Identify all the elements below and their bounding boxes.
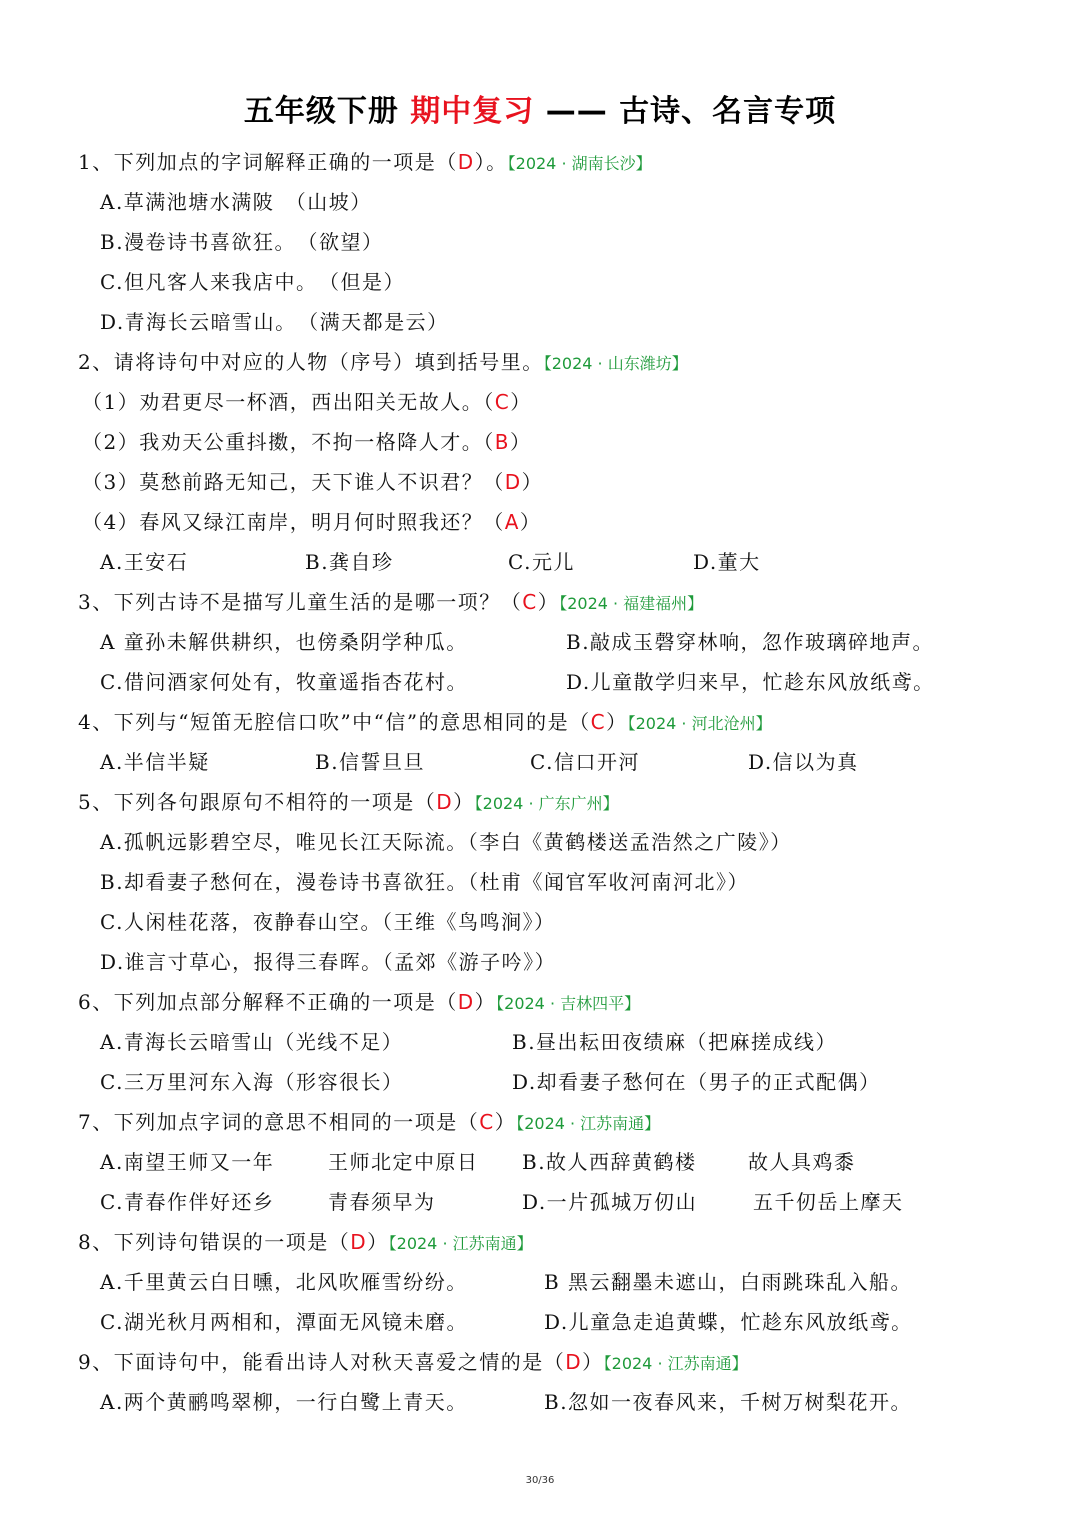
q8-option-b: B 黑云翻墨未遮山，白雨跳珠乱入船。 bbox=[544, 1270, 913, 1294]
question-1-stem: 1、下列加点的字词解释正确的一项是（D）。【2024 · 湖南长沙】 bbox=[78, 150, 652, 174]
q1-option-a: A.草满池塘水满陂 （山坡） bbox=[100, 190, 372, 214]
q2-item-4: （4）春风又绿江南岸，明月何时照我还？（A） bbox=[82, 510, 542, 534]
title-topic: —— 古诗、名言专项 bbox=[534, 94, 837, 129]
q4-option-d: D.信以为真 bbox=[748, 750, 859, 774]
q8-option-c: C.湖光秋月两相和，潭面无风镜未磨。 bbox=[100, 1310, 468, 1334]
q2-option-a: A.王安石 bbox=[100, 550, 189, 574]
q5-option-d: D.谁言寸草心，报得三春晖。（孟郊《游子吟》） bbox=[100, 950, 557, 974]
answer-9: D bbox=[565, 1350, 583, 1374]
question-2-stem: 2、请将诗句中对应的人物（序号）填到括号里。【2024 · 山东潍坊】 bbox=[78, 350, 688, 374]
q2-option-b: B.龚自珍 bbox=[305, 550, 394, 574]
q7-option-b: B.故人西辞黄鹤楼 bbox=[522, 1150, 697, 1174]
q8-option-d: D.儿童急走追黄蝶，忙趁东风放纸鸢。 bbox=[544, 1310, 913, 1334]
q5-option-a: A.孤帆远影碧空尽，唯见长江天际流。（李白《黄鹤楼送孟浩然之广陵》） bbox=[100, 830, 792, 854]
q5-option-b: B.却看妻子愁何在，漫卷诗书喜欲狂。（杜甫《闻官军收河南河北》） bbox=[100, 870, 750, 894]
answer-7: C bbox=[479, 1110, 495, 1134]
q3-option-a: A 童孙未解供耕织，也傍桑阴学种瓜。 bbox=[100, 630, 468, 654]
q2-item-2: （2）我劝天公重抖擞，不拘一格降人才。（B） bbox=[82, 430, 532, 454]
answer-1: D bbox=[457, 150, 475, 174]
q8-option-a: A.千里黄云白日曛，北风吹雁雪纷纷。 bbox=[100, 1270, 468, 1294]
question-6-stem: 6、下列加点部分解释不正确的一项是（D）【2024 · 吉林四平】 bbox=[78, 990, 641, 1014]
answer-8: D bbox=[350, 1230, 368, 1254]
q4-option-c: C.信口开河 bbox=[530, 750, 640, 774]
question-8-stem: 8、下列诗句错误的一项是（D）【2024 · 江苏南通】 bbox=[78, 1230, 533, 1254]
q7-option-d: D.一片孤城万仞山 bbox=[522, 1190, 698, 1214]
question-4-stem: 4、下列与“短笛无腔信口吹”中“信”的意思相同的是（C）【2024 · 河北沧州】 bbox=[78, 710, 772, 734]
answer-6: D bbox=[457, 990, 475, 1014]
q4-option-b: B.信誓旦旦 bbox=[315, 750, 426, 774]
page-title bbox=[0, 86, 1080, 130]
question-5-stem: 5、下列各句跟原句不相符的一项是（D）【2024 · 广东广州】 bbox=[78, 790, 619, 814]
q3-option-d: D.儿童散学归来早，忙趁东风放纸鸢。 bbox=[566, 670, 935, 694]
answer-4: C bbox=[590, 710, 607, 734]
q7-option-a-compare: 王师北定中原日 bbox=[328, 1150, 479, 1174]
q6-option-c: C.三万里河东入海（形容很长） bbox=[100, 1070, 404, 1094]
q2-option-c: C.元儿 bbox=[508, 550, 575, 574]
source-tag-9: 【2024 · 江苏南通】 bbox=[603, 1354, 748, 1373]
q7-option-c-compare: 青春须早为 bbox=[328, 1190, 436, 1214]
q3-option-b: B.敲成玉磬穿林响，忽作玻璃碎地声。 bbox=[566, 630, 935, 654]
q9-option-a: A.两个黄鹂鸣翠柳，一行白鹭上青天。 bbox=[100, 1390, 468, 1414]
q1-option-b: B.漫卷诗书喜欲狂。 （欲望） bbox=[100, 230, 384, 254]
page-number: 30/36 bbox=[525, 1475, 555, 1486]
q5-option-c: C.人闲桂花落，夜静春山空。（王维《鸟鸣涧》） bbox=[100, 910, 556, 934]
q7-option-d-compare: 五千仞岳上摩天 bbox=[753, 1190, 904, 1214]
q7-option-c: C.青春作伴好还乡 bbox=[100, 1190, 275, 1214]
q6-option-a: A.青海长云暗雪山（光线不足） bbox=[100, 1030, 404, 1054]
source-tag-8: 【2024 · 江苏南通】 bbox=[388, 1234, 533, 1253]
q3-option-c: C.借问酒家何处有，牧童遥指杏花村。 bbox=[100, 670, 468, 694]
q1-option-d: D.青海长云暗雪山。 （满天都是云） bbox=[100, 310, 449, 334]
source-tag-6: 【2024 · 吉林四平】 bbox=[496, 994, 641, 1013]
title-highlight: 期中复习 bbox=[410, 94, 535, 129]
source-tag-5: 【2024 · 广东广州】 bbox=[474, 794, 619, 813]
q6-option-b: B.昼出耘田夜绩麻（把麻搓成线） bbox=[512, 1030, 838, 1054]
q9-option-b: B.忽如一夜春风来，千树万树梨花开。 bbox=[544, 1390, 913, 1414]
q2-item-1: （1）劝君更尽一杯酒，西出阳关无故人。（C） bbox=[82, 390, 532, 414]
question-3-stem: 3、下列古诗不是描写儿童生活的是哪一项？（C）【2024 · 福建福州】 bbox=[78, 590, 704, 614]
source-tag-7: 【2024 · 江苏南通】 bbox=[516, 1114, 661, 1133]
source-tag-1: 【2024 · 湖南长沙】 bbox=[507, 154, 652, 173]
source-tag-2: 【2024 · 山东潍坊】 bbox=[543, 354, 688, 373]
title-grade: 五年级下册 bbox=[243, 94, 411, 129]
source-tag-4: 【2024 · 河北沧州】 bbox=[627, 714, 772, 733]
question-9-stem: 9、下面诗句中，能看出诗人对秋天喜爱之情的是（D）【2024 · 江苏南通】 bbox=[78, 1350, 748, 1374]
q7-option-b-compare: 故人具鸡黍 bbox=[748, 1150, 856, 1174]
source-tag-3: 【2024 · 福建福州】 bbox=[559, 594, 704, 613]
answer-3: C bbox=[522, 590, 538, 614]
q4-option-a: A.半信半疑 bbox=[100, 750, 210, 774]
q2-option-d: D.董大 bbox=[693, 550, 761, 574]
question-7-stem: 7、下列加点字词的意思不相同的一项是（C）【2024 · 江苏南通】 bbox=[78, 1110, 661, 1134]
q1-option-c: C.但凡客人来我店中。 （但是） bbox=[100, 270, 405, 294]
q6-option-d: D.却看妻子愁何在（男子的正式配偶） bbox=[512, 1070, 881, 1094]
q2-item-3: （3）莫愁前路无知己，天下谁人不识君？（D） bbox=[82, 470, 544, 494]
q7-option-a: A.南望王师又一年 bbox=[100, 1150, 275, 1174]
answer-5: D bbox=[436, 790, 454, 814]
